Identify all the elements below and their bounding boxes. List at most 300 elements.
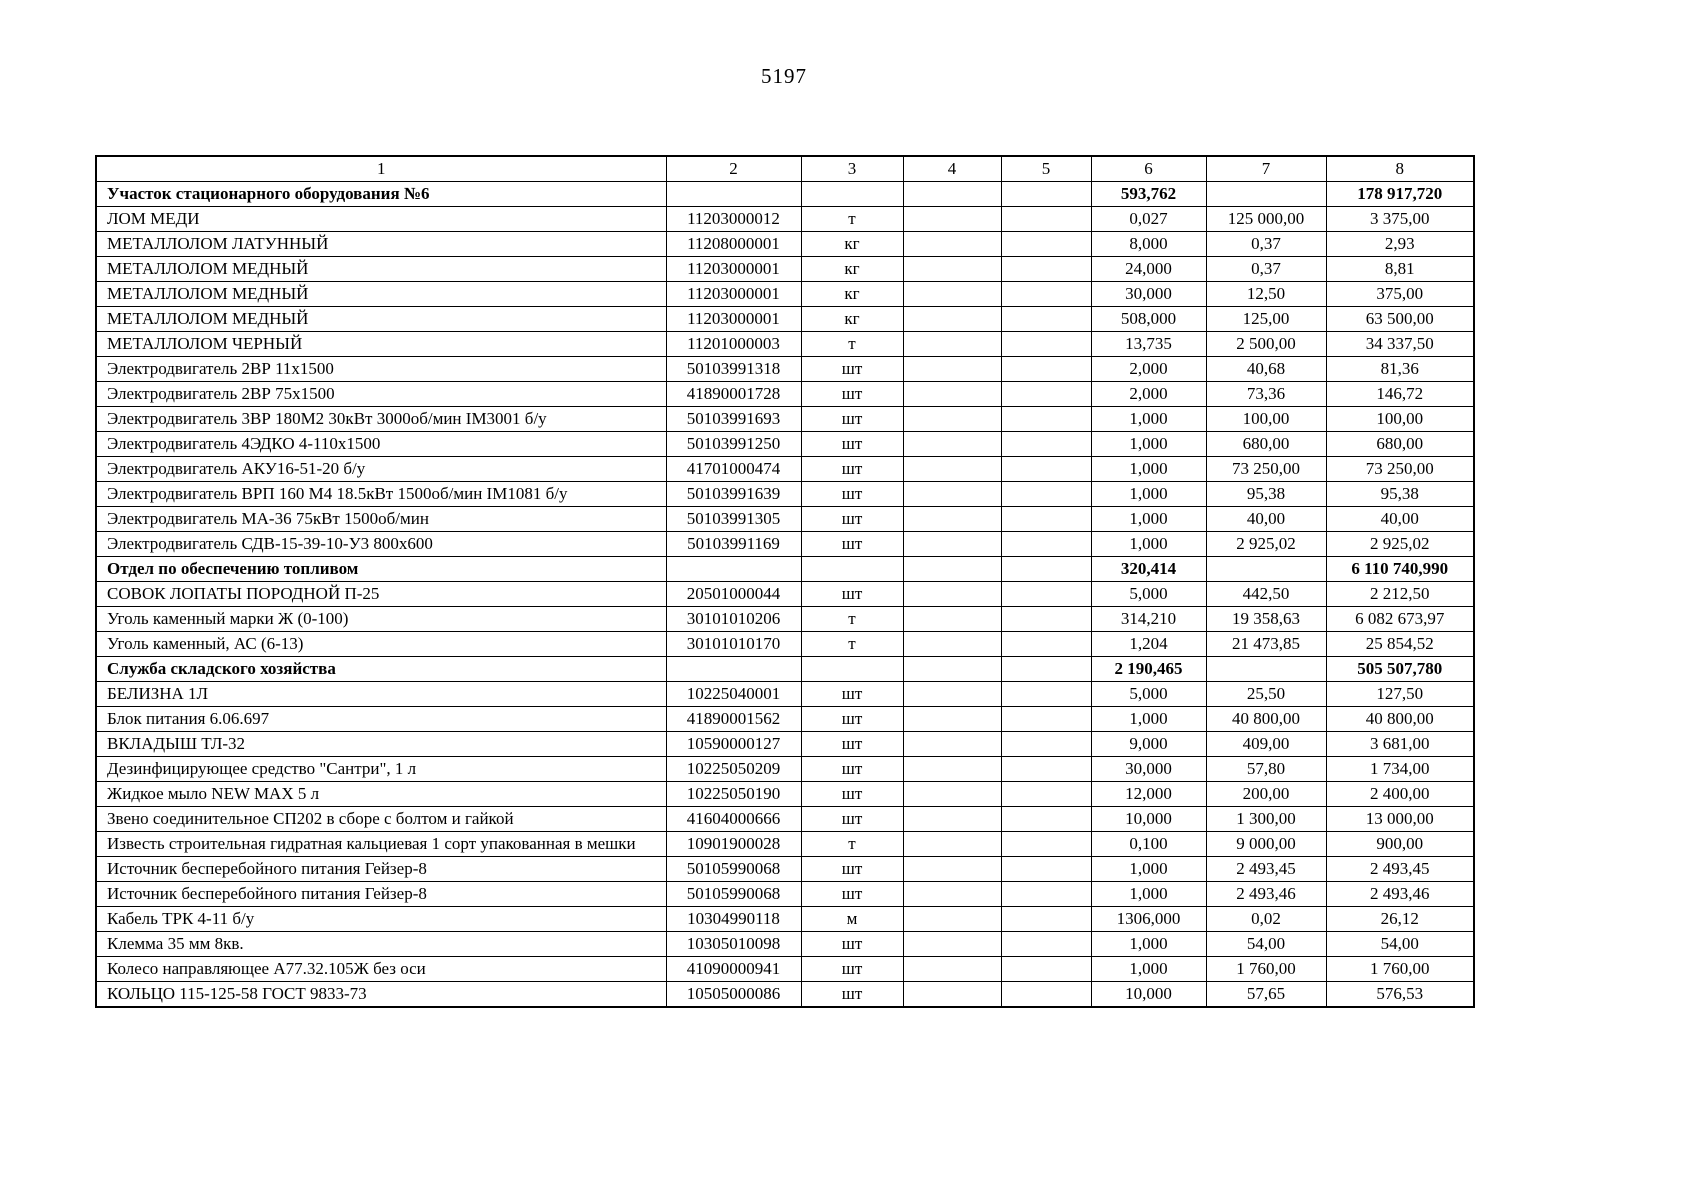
empty-cell-4	[903, 957, 1001, 982]
item-name-cell: Электродвигатель 3ВР 180М2 30кВт 3000об/мин IM3001 б/у	[96, 407, 666, 432]
price-cell: 9 000,00	[1206, 832, 1326, 857]
item-name-cell: Источник бесперебойного питания Гейзер-8	[96, 882, 666, 907]
quantity-cell: 12,000	[1091, 782, 1206, 807]
empty-cell-4	[903, 282, 1001, 307]
item-name-cell: МЕТАЛЛОЛОМ МЕДНЫЙ	[96, 257, 666, 282]
unit-cell: шт	[801, 382, 903, 407]
price-cell: 125 000,00	[1206, 207, 1326, 232]
quantity-cell: 1,000	[1091, 882, 1206, 907]
quantity-cell: 10,000	[1091, 807, 1206, 832]
empty-cell-4	[903, 682, 1001, 707]
total-cell: 178 917,720	[1326, 182, 1474, 207]
price-cell: 100,00	[1206, 407, 1326, 432]
price-cell	[1206, 657, 1326, 682]
price-cell: 73 250,00	[1206, 457, 1326, 482]
quantity-cell: 1,000	[1091, 482, 1206, 507]
item-name-cell: Электродвигатель ВРП 160 М4 18.5кВт 1500об/мин IM1081 б/у	[96, 482, 666, 507]
total-cell: 3 375,00	[1326, 207, 1474, 232]
column-header: 4	[903, 156, 1001, 182]
table-row	[96, 457, 1474, 482]
price-cell: 409,00	[1206, 732, 1326, 757]
price-cell: 1 300,00	[1206, 807, 1326, 832]
total-cell: 81,36	[1326, 357, 1474, 382]
empty-cell-5	[1001, 357, 1091, 382]
column-header: 8	[1326, 156, 1474, 182]
table-row	[96, 582, 1474, 607]
empty-cell-5	[1001, 232, 1091, 257]
price-cell: 19 358,63	[1206, 607, 1326, 632]
empty-cell-4	[903, 982, 1001, 1008]
empty-cell-4	[903, 882, 1001, 907]
inventory-table	[95, 155, 1475, 1008]
empty-cell-5	[1001, 732, 1091, 757]
unit-cell: шт	[801, 707, 903, 732]
empty-cell-5	[1001, 957, 1091, 982]
code-cell: 50103991250	[666, 432, 801, 457]
quantity-cell: 8,000	[1091, 232, 1206, 257]
empty-cell-5	[1001, 907, 1091, 932]
empty-cell-4	[903, 757, 1001, 782]
item-name-cell: КОЛЬЦО 115-125-58 ГОСТ 9833-73	[96, 982, 666, 1008]
quantity-cell: 30,000	[1091, 757, 1206, 782]
unit-cell: шт	[801, 982, 903, 1008]
price-cell: 25,50	[1206, 682, 1326, 707]
empty-cell-5	[1001, 982, 1091, 1008]
unit-cell: шт	[801, 357, 903, 382]
code-cell: 11201000003	[666, 332, 801, 357]
item-name-cell: Кабель ТРК 4-11 б/у	[96, 907, 666, 932]
table-row	[96, 357, 1474, 382]
item-name-cell: Отдел по обеспечению топливом	[96, 557, 666, 582]
unit-cell	[801, 557, 903, 582]
table-row	[96, 957, 1474, 982]
quantity-cell: 1,000	[1091, 407, 1206, 432]
item-name-cell: Колесо направляющее А77.32.105Ж без оси	[96, 957, 666, 982]
total-cell: 54,00	[1326, 932, 1474, 957]
section-row	[96, 182, 1474, 207]
code-cell: 11203000001	[666, 282, 801, 307]
quantity-cell: 30,000	[1091, 282, 1206, 307]
table-row	[96, 507, 1474, 532]
code-cell: 41604000666	[666, 807, 801, 832]
empty-cell-4	[903, 857, 1001, 882]
price-cell: 21 473,85	[1206, 632, 1326, 657]
price-cell	[1206, 182, 1326, 207]
item-name-cell: Уголь каменный марки Ж (0-100)	[96, 607, 666, 632]
price-cell: 57,65	[1206, 982, 1326, 1008]
quantity-cell: 10,000	[1091, 982, 1206, 1008]
unit-cell: шт	[801, 532, 903, 557]
empty-cell-4	[903, 532, 1001, 557]
page-number: 5197	[761, 64, 807, 88]
unit-cell: шт	[801, 932, 903, 957]
price-cell: 54,00	[1206, 932, 1326, 957]
quantity-cell: 1,000	[1091, 457, 1206, 482]
empty-cell-4	[903, 432, 1001, 457]
code-cell: 11208000001	[666, 232, 801, 257]
inventory-table-body	[96, 182, 1474, 1008]
quantity-cell: 1,000	[1091, 707, 1206, 732]
table-row	[96, 757, 1474, 782]
price-cell: 40,00	[1206, 507, 1326, 532]
total-cell: 95,38	[1326, 482, 1474, 507]
total-cell: 375,00	[1326, 282, 1474, 307]
table-row	[96, 257, 1474, 282]
code-cell: 11203000012	[666, 207, 801, 232]
code-cell: 50103991318	[666, 357, 801, 382]
price-cell: 2 493,46	[1206, 882, 1326, 907]
code-cell	[666, 557, 801, 582]
empty-cell-4	[903, 357, 1001, 382]
item-name-cell: МЕТАЛЛОЛОМ ЧЕРНЫЙ	[96, 332, 666, 357]
unit-cell: шт	[801, 682, 903, 707]
unit-cell: шт	[801, 857, 903, 882]
total-cell: 2,93	[1326, 232, 1474, 257]
quantity-cell: 1,204	[1091, 632, 1206, 657]
table-row	[96, 682, 1474, 707]
price-cell: 2 493,45	[1206, 857, 1326, 882]
code-cell: 10225050190	[666, 782, 801, 807]
code-cell: 10304990118	[666, 907, 801, 932]
table-row	[96, 782, 1474, 807]
quantity-cell: 0,100	[1091, 832, 1206, 857]
total-cell: 73 250,00	[1326, 457, 1474, 482]
total-cell: 25 854,52	[1326, 632, 1474, 657]
total-cell: 2 493,46	[1326, 882, 1474, 907]
unit-cell: шт	[801, 482, 903, 507]
unit-cell: кг	[801, 232, 903, 257]
table-row	[96, 832, 1474, 857]
empty-cell-5	[1001, 407, 1091, 432]
table-row	[96, 307, 1474, 332]
item-name-cell: СОВОК ЛОПАТЫ ПОРОДНОЙ П-25	[96, 582, 666, 607]
empty-cell-4	[903, 607, 1001, 632]
table-row	[96, 932, 1474, 957]
code-cell	[666, 182, 801, 207]
empty-cell-5	[1001, 332, 1091, 357]
code-cell: 10901900028	[666, 832, 801, 857]
empty-cell-4	[903, 557, 1001, 582]
empty-cell-5	[1001, 707, 1091, 732]
unit-cell	[801, 657, 903, 682]
table-row	[96, 332, 1474, 357]
price-cell: 0,37	[1206, 257, 1326, 282]
unit-cell: шт	[801, 582, 903, 607]
empty-cell-5	[1001, 257, 1091, 282]
quantity-cell: 1,000	[1091, 532, 1206, 557]
empty-cell-5	[1001, 932, 1091, 957]
code-cell: 41701000474	[666, 457, 801, 482]
unit-cell: т	[801, 832, 903, 857]
quantity-cell: 5,000	[1091, 682, 1206, 707]
empty-cell-5	[1001, 432, 1091, 457]
table-row	[96, 607, 1474, 632]
table-row	[96, 207, 1474, 232]
item-name-cell: Блок питания 6.06.697	[96, 707, 666, 732]
unit-cell: м	[801, 907, 903, 932]
quantity-cell: 0,027	[1091, 207, 1206, 232]
empty-cell-4	[903, 307, 1001, 332]
unit-cell: кг	[801, 307, 903, 332]
total-cell: 576,53	[1326, 982, 1474, 1008]
table-row	[96, 532, 1474, 557]
empty-cell-4	[903, 782, 1001, 807]
empty-cell-5	[1001, 607, 1091, 632]
header-row	[96, 156, 1474, 182]
code-cell: 20501000044	[666, 582, 801, 607]
empty-cell-5	[1001, 457, 1091, 482]
unit-cell: шт	[801, 507, 903, 532]
empty-cell-5	[1001, 657, 1091, 682]
empty-cell-4	[903, 232, 1001, 257]
item-name-cell: Жидкое мыло NEW MAX 5 л	[96, 782, 666, 807]
total-cell: 1 760,00	[1326, 957, 1474, 982]
price-cell: 0,02	[1206, 907, 1326, 932]
section-row	[96, 557, 1474, 582]
unit-cell: шт	[801, 407, 903, 432]
price-cell: 73,36	[1206, 382, 1326, 407]
table-row	[96, 232, 1474, 257]
empty-cell-4	[903, 182, 1001, 207]
table-row	[96, 482, 1474, 507]
price-cell: 40,68	[1206, 357, 1326, 382]
column-header: 2	[666, 156, 801, 182]
empty-cell-4	[903, 407, 1001, 432]
price-cell: 2 925,02	[1206, 532, 1326, 557]
code-cell: 50105990068	[666, 857, 801, 882]
table-row	[96, 407, 1474, 432]
unit-cell: т	[801, 207, 903, 232]
code-cell: 11203000001	[666, 307, 801, 332]
total-cell: 2 400,00	[1326, 782, 1474, 807]
unit-cell	[801, 182, 903, 207]
total-cell: 2 212,50	[1326, 582, 1474, 607]
item-name-cell: Электродвигатель 4ЭДКО 4-110х1500	[96, 432, 666, 457]
item-name-cell: ВКЛАДЫШ ТЛ-32	[96, 732, 666, 757]
item-name-cell: БЕЛИЗНА 1Л	[96, 682, 666, 707]
empty-cell-4	[903, 507, 1001, 532]
empty-cell-5	[1001, 282, 1091, 307]
empty-cell-5	[1001, 782, 1091, 807]
code-cell: 41890001562	[666, 707, 801, 732]
quantity-cell: 1,000	[1091, 857, 1206, 882]
column-header: 5	[1001, 156, 1091, 182]
table-row	[96, 282, 1474, 307]
unit-cell: шт	[801, 432, 903, 457]
column-header: 1	[96, 156, 666, 182]
price-cell	[1206, 557, 1326, 582]
item-name-cell: Электродвигатель 2ВР 11х1500	[96, 357, 666, 382]
price-cell: 2 500,00	[1206, 332, 1326, 357]
unit-cell: т	[801, 607, 903, 632]
table-row	[96, 857, 1474, 882]
empty-cell-5	[1001, 482, 1091, 507]
code-cell	[666, 657, 801, 682]
unit-cell: шт	[801, 457, 903, 482]
table-row	[96, 382, 1474, 407]
unit-cell: шт	[801, 757, 903, 782]
empty-cell-5	[1001, 182, 1091, 207]
item-name-cell: Служба складского хозяйства	[96, 657, 666, 682]
item-name-cell: Электродвигатель МА-36 75кВт 1500об/мин	[96, 507, 666, 532]
code-cell: 10225040001	[666, 682, 801, 707]
total-cell: 900,00	[1326, 832, 1474, 857]
quantity-cell: 2,000	[1091, 382, 1206, 407]
price-cell: 442,50	[1206, 582, 1326, 607]
quantity-cell: 508,000	[1091, 307, 1206, 332]
total-cell: 6 082 673,97	[1326, 607, 1474, 632]
empty-cell-4	[903, 257, 1001, 282]
empty-cell-5	[1001, 807, 1091, 832]
quantity-cell: 1,000	[1091, 507, 1206, 532]
item-name-cell: Электродвигатель СДВ-15-39-10-У3 800х600	[96, 532, 666, 557]
item-name-cell: Дезинфицирующее средство "Сантри", 1 л	[96, 757, 666, 782]
empty-cell-5	[1001, 757, 1091, 782]
empty-cell-4	[903, 657, 1001, 682]
quantity-cell: 1,000	[1091, 432, 1206, 457]
total-cell: 505 507,780	[1326, 657, 1474, 682]
total-cell: 2 925,02	[1326, 532, 1474, 557]
empty-cell-4	[903, 207, 1001, 232]
unit-cell: т	[801, 332, 903, 357]
empty-cell-5	[1001, 582, 1091, 607]
empty-cell-5	[1001, 882, 1091, 907]
total-cell: 2 493,45	[1326, 857, 1474, 882]
total-cell: 100,00	[1326, 407, 1474, 432]
empty-cell-5	[1001, 207, 1091, 232]
empty-cell-5	[1001, 857, 1091, 882]
empty-cell-5	[1001, 832, 1091, 857]
unit-cell: кг	[801, 282, 903, 307]
quantity-cell: 9,000	[1091, 732, 1206, 757]
total-cell: 146,72	[1326, 382, 1474, 407]
quantity-cell: 5,000	[1091, 582, 1206, 607]
item-name-cell: МЕТАЛЛОЛОМ МЕДНЫЙ	[96, 282, 666, 307]
code-cell: 50105990068	[666, 882, 801, 907]
code-cell: 10305010098	[666, 932, 801, 957]
total-cell: 63 500,00	[1326, 307, 1474, 332]
empty-cell-5	[1001, 307, 1091, 332]
code-cell: 41090000941	[666, 957, 801, 982]
empty-cell-4	[903, 732, 1001, 757]
unit-cell: шт	[801, 732, 903, 757]
quantity-cell: 320,414	[1091, 557, 1206, 582]
total-cell: 40,00	[1326, 507, 1474, 532]
section-row	[96, 657, 1474, 682]
table-header	[96, 156, 1474, 182]
code-cell: 10225050209	[666, 757, 801, 782]
total-cell: 6 110 740,990	[1326, 557, 1474, 582]
empty-cell-4	[903, 582, 1001, 607]
unit-cell: шт	[801, 882, 903, 907]
total-cell: 3 681,00	[1326, 732, 1474, 757]
empty-cell-4	[903, 632, 1001, 657]
table-row	[96, 907, 1474, 932]
item-name-cell: Источник бесперебойного питания Гейзер-8	[96, 857, 666, 882]
unit-cell: кг	[801, 257, 903, 282]
empty-cell-5	[1001, 682, 1091, 707]
code-cell: 50103991169	[666, 532, 801, 557]
code-cell: 50103991639	[666, 482, 801, 507]
item-name-cell: ЛОМ МЕДИ	[96, 207, 666, 232]
quantity-cell: 314,210	[1091, 607, 1206, 632]
unit-cell: шт	[801, 957, 903, 982]
empty-cell-4	[903, 832, 1001, 857]
price-cell: 200,00	[1206, 782, 1326, 807]
total-cell: 40 800,00	[1326, 707, 1474, 732]
total-cell: 680,00	[1326, 432, 1474, 457]
empty-cell-4	[903, 807, 1001, 832]
price-cell: 1 760,00	[1206, 957, 1326, 982]
price-cell: 0,37	[1206, 232, 1326, 257]
price-cell: 680,00	[1206, 432, 1326, 457]
table-row	[96, 707, 1474, 732]
empty-cell-5	[1001, 557, 1091, 582]
empty-cell-4	[903, 932, 1001, 957]
quantity-cell: 2,000	[1091, 357, 1206, 382]
quantity-cell: 1,000	[1091, 932, 1206, 957]
item-name-cell: Звено соединительное СП202 в сборе с болтом и гайкой	[96, 807, 666, 832]
table-row	[96, 432, 1474, 457]
item-name-cell: Клемма 35 мм 8кв.	[96, 932, 666, 957]
table-row	[96, 882, 1474, 907]
empty-cell-5	[1001, 632, 1091, 657]
empty-cell-5	[1001, 507, 1091, 532]
column-header: 6	[1091, 156, 1206, 182]
code-cell: 50103991305	[666, 507, 801, 532]
item-name-cell: Электродвигатель 2ВР 75х1500	[96, 382, 666, 407]
code-cell: 11203000001	[666, 257, 801, 282]
item-name-cell: Уголь каменный, АС (6-13)	[96, 632, 666, 657]
quantity-cell: 2 190,465	[1091, 657, 1206, 682]
total-cell: 127,50	[1326, 682, 1474, 707]
total-cell: 13 000,00	[1326, 807, 1474, 832]
unit-cell: т	[801, 632, 903, 657]
empty-cell-4	[903, 332, 1001, 357]
item-name-cell: МЕТАЛЛОЛОМ МЕДНЫЙ	[96, 307, 666, 332]
empty-cell-4	[903, 457, 1001, 482]
price-cell: 125,00	[1206, 307, 1326, 332]
price-cell: 57,80	[1206, 757, 1326, 782]
total-cell: 1 734,00	[1326, 757, 1474, 782]
quantity-cell: 593,762	[1091, 182, 1206, 207]
total-cell: 26,12	[1326, 907, 1474, 932]
empty-cell-4	[903, 707, 1001, 732]
item-name-cell: Электродвигатель АКУ16-51-20 б/у	[96, 457, 666, 482]
table-row	[96, 732, 1474, 757]
price-cell: 95,38	[1206, 482, 1326, 507]
empty-cell-4	[903, 382, 1001, 407]
item-name-cell: Участок стационарного оборудования №6	[96, 182, 666, 207]
empty-cell-5	[1001, 532, 1091, 557]
column-header: 3	[801, 156, 903, 182]
unit-cell: шт	[801, 782, 903, 807]
empty-cell-5	[1001, 382, 1091, 407]
total-cell: 8,81	[1326, 257, 1474, 282]
unit-cell: шт	[801, 807, 903, 832]
code-cell: 10505000086	[666, 982, 801, 1008]
table-row	[96, 632, 1474, 657]
code-cell: 50103991693	[666, 407, 801, 432]
price-cell: 40 800,00	[1206, 707, 1326, 732]
price-cell: 12,50	[1206, 282, 1326, 307]
empty-cell-4	[903, 482, 1001, 507]
column-header: 7	[1206, 156, 1326, 182]
total-cell: 34 337,50	[1326, 332, 1474, 357]
quantity-cell: 1306,000	[1091, 907, 1206, 932]
item-name-cell: Известь строительная гидратная кальциевая 1 сорт упакованная в мешки	[96, 832, 666, 857]
item-name-cell: МЕТАЛЛОЛОМ ЛАТУННЫЙ	[96, 232, 666, 257]
